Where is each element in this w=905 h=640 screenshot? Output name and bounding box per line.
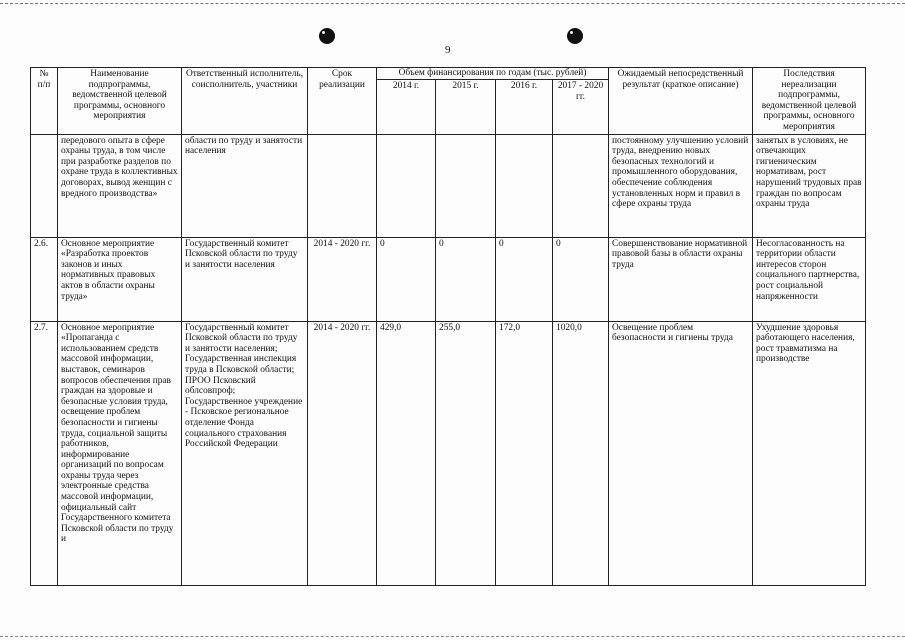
cell-num: 2.7. [31,321,58,585]
cell-2015: 255,0 [436,321,496,585]
header-2016: 2016 г. [496,80,553,134]
header-name: Наименование подпрограммы, ведомственной целевой программы, основного мероприятия [58,68,182,135]
scan-edge-top [0,3,905,4]
table-row [31,134,866,237]
cell-2017 [553,134,609,237]
cell-expected: Совершенствование нормативной правовой базы в области охраны труда [609,237,753,321]
cell-expected: постоянному улучшению условий труда, внедрению новых безопасных технологий и промышленного оборудования, обеспечение соблюдения установленных норм и правил в сфере охраны труда [609,134,753,237]
header-2017: 2017 - 2020 гг. [553,80,609,134]
cell-name: передового опыта в сфере охраны труда, в том числе при разработке разделов по охране труда в коллективных договорах, вывод женщин с вредного производства» [58,134,182,237]
cell-2016: 0 [496,237,553,321]
cell-consequences: Ухудшение здоровья работающего населения, рост травматизма на производстве [753,321,866,585]
header-funding: Объем финансирования по годам (тыс. рублей) [377,68,609,80]
cell-num: 2.6. [31,237,58,321]
header-consequences: Последствия нереализации подпрограммы, ведомственной целевой программы, основного мероприятия [753,68,866,135]
header-responsible: Ответственный исполнитель, соисполнитель, участники [182,68,308,135]
cell-term: 2014 - 2020 гг. [308,321,377,585]
punch-hole-right [567,28,583,44]
table-row [31,321,866,585]
cell-consequences: занятых в условиях, не отвечающих гигиеническим нормативам, рост нарушений трудовых прав граждан по вопросам охраны труда [753,134,866,237]
cell-2017: 0 [553,237,609,321]
cell-2014: 429,0 [377,321,436,585]
page-number: 9 [445,44,451,56]
cell-2016: 172,0 [496,321,553,585]
cell-name: Основное мероприятие «Разработка проектов законов и иных нормативных правовых актов в области охраны труда» [58,237,182,321]
cell-num [31,134,58,237]
cell-name: Основное мероприятие «Пропаганда с использованием средств массовой информации, выставок, семинаров вопросов обеспечения прав граждан на здоровые и безопасные условия труда, освещение проблем безопасности и гигиены труда, социальной защиты работников, информирование организаций по вопросам охраны труда через электронные средства массовой информации, официальный сайт Государственного комитета Псковской области по труду и [58,321,182,585]
header-term: Срок реализации [308,68,377,135]
header-expected: Ожидаемый непосредственный результат (краткое описание) [609,68,753,135]
cell-responsible: Государственный комитет Псковской области по труду и занятости населения; Государственная инспекция труда в Псковской области; ПРОО Псковский облсовпроф; Государственное учреждение - Псковское региональное отделение Фонда социального страхования Российской Федерации [182,321,308,585]
cell-2015: 0 [436,237,496,321]
cell-term: 2014 - 2020 гг. [308,237,377,321]
cell-responsible: Государственный комитет Псковской области по труду и занятости населения [182,237,308,321]
cell-2017: 1020,0 [553,321,609,585]
header-num: № п/п [31,68,58,135]
header-2014: 2014 г. [377,80,436,134]
cell-expected: Освещение проблем безопасности и гигиены труда [609,321,753,585]
table-row [31,237,866,321]
cell-2016 [496,134,553,237]
cell-responsible: области по труду и занятости населения [182,134,308,237]
header-2015: 2015 г. [436,80,496,134]
punch-hole-left [319,28,335,44]
cell-term [308,134,377,237]
cell-2015 [436,134,496,237]
cell-2014 [377,134,436,237]
cell-2014: 0 [377,237,436,321]
header-row-1 [31,68,866,80]
scan-edge-bottom [0,636,905,637]
program-table [30,67,866,586]
cell-consequences: Несогласованность на территории области интересов сторон социального партнерства, рост социальной напряженности [753,237,866,321]
